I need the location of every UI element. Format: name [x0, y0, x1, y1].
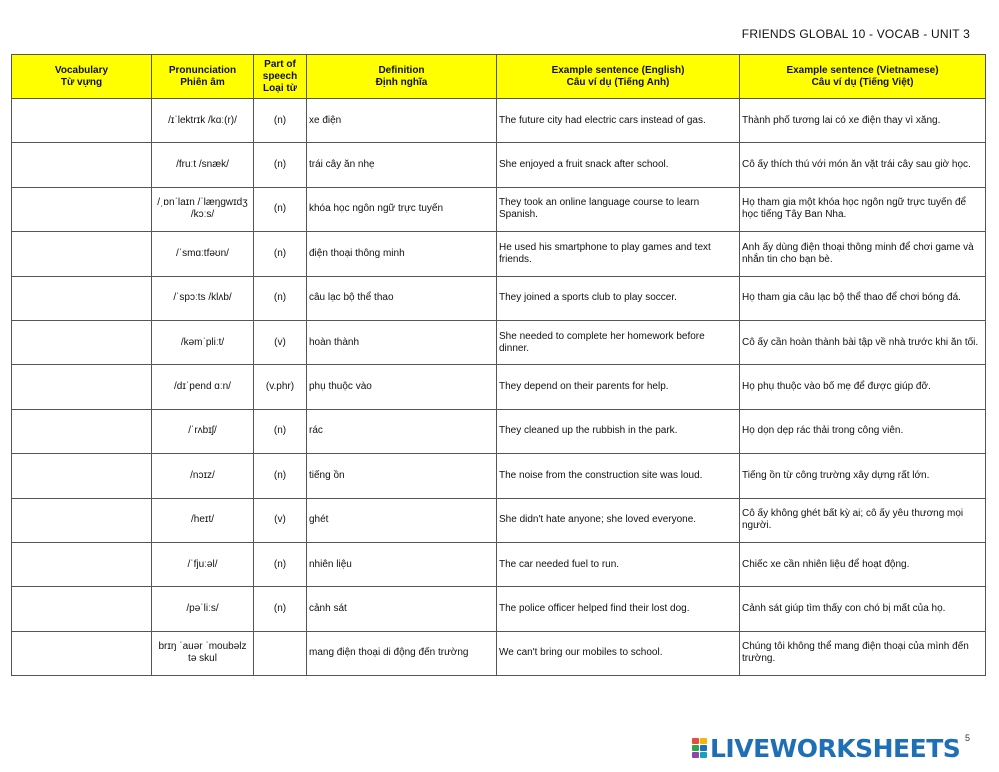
header-definition: Definition Định nghĩa	[307, 55, 497, 99]
vocabulary-cell[interactable]	[12, 143, 152, 187]
part-of-speech-cell: (n)	[254, 276, 307, 320]
part-of-speech-cell: (n)	[254, 454, 307, 498]
vocabulary-cell[interactable]	[12, 320, 152, 364]
vocabulary-cell[interactable]	[12, 232, 152, 276]
definition-cell: ghét	[307, 498, 497, 542]
vocabulary-table	[11, 54, 986, 676]
table-row	[12, 631, 986, 675]
pronunciation-cell: /ˈrʌbɪʃ/	[152, 409, 254, 453]
page-number: 5	[965, 733, 971, 743]
example-vietnamese-cell: Cô ấy thích thú với món ăn vặt trái cây sau giờ học.	[740, 143, 986, 187]
definition-cell: tiếng ồn	[307, 454, 497, 498]
example-english-cell: The future city had electric cars instead of gas.	[497, 99, 740, 143]
example-english-cell: The noise from the construction site was loud.	[497, 454, 740, 498]
example-vietnamese-cell: Họ tham gia câu lạc bộ thể thao để chơi bóng đá.	[740, 276, 986, 320]
example-english-cell: They joined a sports club to play soccer.	[497, 276, 740, 320]
table-row	[12, 498, 986, 542]
table-row	[12, 409, 986, 453]
example-english-cell: She didn't hate anyone; she loved everyone.	[497, 498, 740, 542]
table-row	[12, 365, 986, 409]
brand-name: LIVEWORKSHEETS	[710, 733, 961, 763]
header-example-english: Example sentence (English) Câu ví dụ (Tiếng Anh)	[497, 55, 740, 99]
example-vietnamese-cell: Chiếc xe cần nhiên liệu để hoạt động.	[740, 542, 986, 586]
definition-cell: nhiên liệu	[307, 542, 497, 586]
vocabulary-cell[interactable]	[12, 409, 152, 453]
vocabulary-cell[interactable]	[12, 276, 152, 320]
part-of-speech-cell: (n)	[254, 143, 307, 187]
header-example-vietnamese: Example sentence (Vietnamese) Câu ví dụ (Tiếng Việt)	[740, 55, 986, 99]
table-row	[12, 542, 986, 586]
definition-cell: mang điện thoại di động đến trường	[307, 631, 497, 675]
pronunciation-cell: /ˈfjuːəl/	[152, 542, 254, 586]
example-english-cell: They depend on their parents for help.	[497, 365, 740, 409]
logo-mark-icon	[692, 738, 707, 758]
example-english-cell: He used his smartphone to play games and text friends.	[497, 232, 740, 276]
example-vietnamese-cell: Cô ấy không ghét bất kỳ ai; cô ấy yêu thương mọi người.	[740, 498, 986, 542]
part-of-speech-cell: (v)	[254, 498, 307, 542]
pronunciation-cell: /dɪˈpend ɑːn/	[152, 365, 254, 409]
example-vietnamese-cell: Họ phụ thuộc vào bố mẹ để được giúp đỡ.	[740, 365, 986, 409]
example-english-cell: The police officer helped find their lost dog.	[497, 587, 740, 631]
example-vietnamese-cell: Họ dọn dẹp rác thải trong công viên.	[740, 409, 986, 453]
part-of-speech-cell: (v.phr)	[254, 365, 307, 409]
example-english-cell: She enjoyed a fruit snack after school.	[497, 143, 740, 187]
part-of-speech-cell: (n)	[254, 409, 307, 453]
vocabulary-cell[interactable]	[12, 454, 152, 498]
vocabulary-cell[interactable]	[12, 365, 152, 409]
table-row	[12, 187, 986, 231]
pronunciation-cell: /fruːt /snæk/	[152, 143, 254, 187]
pronunciation-cell: /nɔɪz/	[152, 454, 254, 498]
example-vietnamese-cell: Cô ấy cần hoàn thành bài tập về nhà trước khi ăn tối.	[740, 320, 986, 364]
table-row	[12, 454, 986, 498]
vocabulary-cell[interactable]	[12, 187, 152, 231]
part-of-speech-cell	[254, 631, 307, 675]
pronunciation-cell: /heɪt/	[152, 498, 254, 542]
example-vietnamese-cell: Chúng tôi không thể mang điện thoại của mình đến trường.	[740, 631, 986, 675]
part-of-speech-cell: (n)	[254, 99, 307, 143]
liveworksheets-logo	[692, 734, 960, 762]
pronunciation-cell: /ɪˈlektrɪk /kɑː(r)/	[152, 99, 254, 143]
definition-cell: cảnh sát	[307, 587, 497, 631]
vocabulary-cell[interactable]	[12, 99, 152, 143]
table-row	[12, 143, 986, 187]
part-of-speech-cell: (n)	[254, 542, 307, 586]
part-of-speech-cell: (n)	[254, 587, 307, 631]
header-pronunciation: Pronunciation Phiên âm	[152, 55, 254, 99]
definition-cell: phụ thuộc vào	[307, 365, 497, 409]
header-vocabulary: Vocabulary Từ vựng	[12, 55, 152, 99]
table-body	[12, 99, 986, 676]
table-row	[12, 587, 986, 631]
pronunciation-cell: brɪŋ ˈauər ˈmoubəlz tə skul	[152, 631, 254, 675]
example-vietnamese-cell: Cảnh sát giúp tìm thấy con chó bị mất của họ.	[740, 587, 986, 631]
example-vietnamese-cell: Anh ấy dùng điện thoại thông minh để chơi game và nhắn tin cho bạn bè.	[740, 232, 986, 276]
example-vietnamese-cell: Thành phố tương lai có xe điện thay vì xăng.	[740, 99, 986, 143]
example-english-cell: They cleaned up the rubbish in the park.	[497, 409, 740, 453]
vocabulary-cell[interactable]	[12, 498, 152, 542]
table-row	[12, 232, 986, 276]
vocabulary-cell[interactable]	[12, 631, 152, 675]
pronunciation-cell: /ˈspɔːts /klʌb/	[152, 276, 254, 320]
vocabulary-cell[interactable]	[12, 542, 152, 586]
part-of-speech-cell: (v)	[254, 320, 307, 364]
definition-cell: trái cây ăn nhẹ	[307, 143, 497, 187]
definition-cell: câu lạc bộ thể thao	[307, 276, 497, 320]
table-row	[12, 320, 986, 364]
vocabulary-cell[interactable]	[12, 587, 152, 631]
definition-cell: xe điện	[307, 99, 497, 143]
part-of-speech-cell: (n)	[254, 232, 307, 276]
pronunciation-cell: /ˈsmɑːtfəʊn/	[152, 232, 254, 276]
pronunciation-cell: /ˌɒnˈlaɪn /ˈlæŋɡwɪdʒ /kɔːs/	[152, 187, 254, 231]
table-header-row	[12, 55, 986, 99]
definition-cell: điện thoại thông minh	[307, 232, 497, 276]
definition-cell: khóa học ngôn ngữ trực tuyến	[307, 187, 497, 231]
example-vietnamese-cell: Tiếng ồn từ công trường xây dựng rất lớn.	[740, 454, 986, 498]
example-english-cell: The car needed fuel to run.	[497, 542, 740, 586]
definition-cell: hoàn thành	[307, 320, 497, 364]
definition-cell: rác	[307, 409, 497, 453]
header-part-of-speech: Part of speech Loại từ	[254, 55, 307, 99]
pronunciation-cell: /pəˈliːs/	[152, 587, 254, 631]
example-english-cell: She needed to complete her homework before dinner.	[497, 320, 740, 364]
pronunciation-cell: /kəmˈpliːt/	[152, 320, 254, 364]
example-vietnamese-cell: Họ tham gia một khóa học ngôn ngữ trực tuyến để học tiếng Tây Ban Nha.	[740, 187, 986, 231]
document-title: FRIENDS GLOBAL 10 - VOCAB - UNIT 3	[741, 27, 970, 41]
example-english-cell: They took an online language course to learn Spanish.	[497, 187, 740, 231]
example-english-cell: We can't bring our mobiles to school.	[497, 631, 740, 675]
part-of-speech-cell: (n)	[254, 187, 307, 231]
table-row	[12, 99, 986, 143]
table-row	[12, 276, 986, 320]
